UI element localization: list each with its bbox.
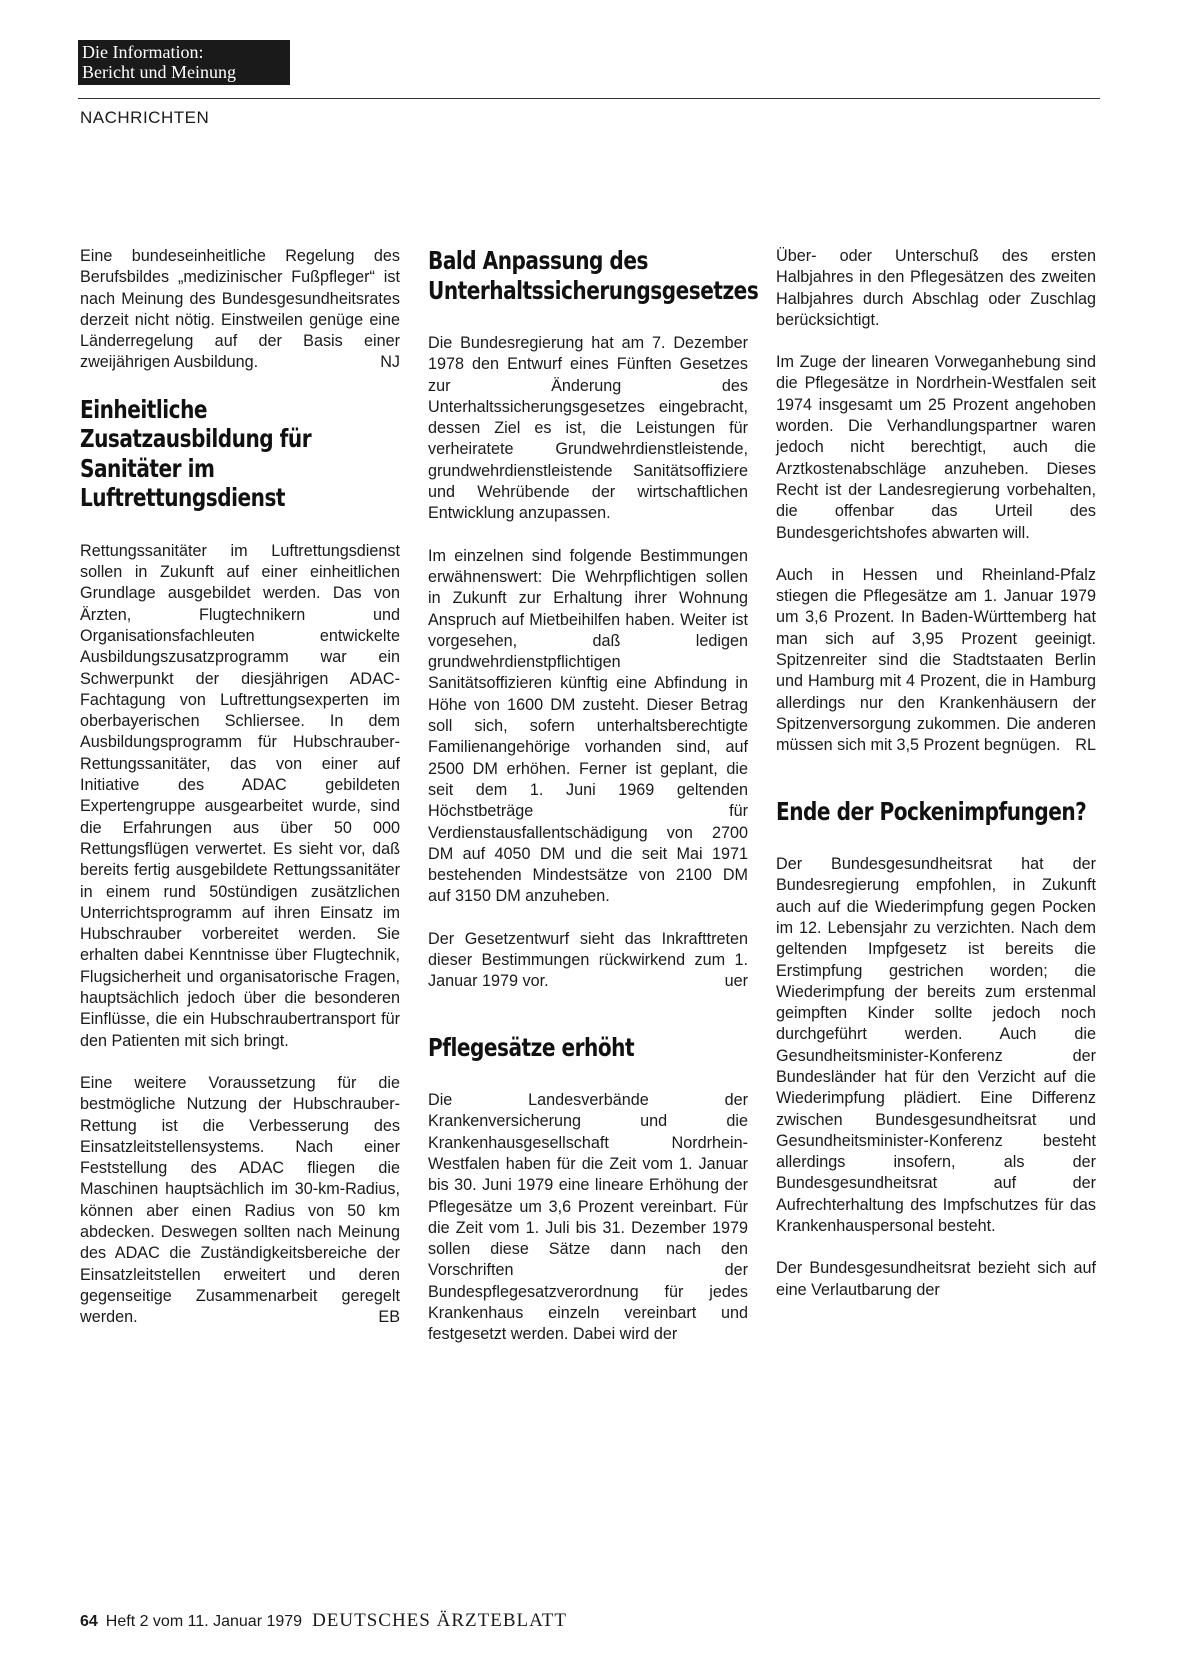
header-line-1: Die Information: bbox=[82, 42, 204, 62]
headline-pflegesaetze: Pflegesätze erhöht bbox=[428, 1032, 635, 1062]
paragraph bbox=[80, 1073, 400, 1329]
paragraph-text: Der Gesetzentwurf sieht das Inkrafttreten dieser Bestimmungen rückwirkend zum 1. Januar 1979 vor. bbox=[428, 929, 748, 991]
paragraph: Im einzelnen sind folgende Bestimmungen erwähnenswert: Die Wehrpflichtigen sollen in Zukunft zur Erhaltung ihrer Wohnung Anspruch auf Mietbeihilfen haben. Weiter ist vorgesehen, daß ledigen grundwehrdienstpflichtigen Sanitätsoffizieren künftig eine Abfindung in Höhe von 1600 DM zusteht. Dieser Betrag soll sich, sofern unterhaltsberechtigte Familienangehörige vorhanden sind, auf 2500 DM erhöhen. Ferner ist geplant, die seit dem 1. Juni 1969 geltenden Höchstbeträge für Verdienstausfallentschädigung von 2700 DM auf 4050 DM und die seit Mai 1971 bestehenden Mindestsätze von 2100 DM auf 3150 DM anzuheben. bbox=[428, 546, 748, 906]
author-signature: NJ bbox=[380, 353, 400, 372]
paragraph bbox=[428, 929, 748, 993]
author-signature: RL bbox=[1075, 736, 1096, 755]
section-header-box bbox=[78, 40, 290, 85]
paragraph: Über- oder Unterschuß des ersten Halbjahres in den Pflegesätzen des zweiten Halbjahres durch Abschlag oder Zuschlag berücksichtigt. bbox=[776, 247, 1096, 329]
column-3 bbox=[776, 246, 1096, 1322]
issue-info: Heft 2 vom 11. Januar 1979 bbox=[105, 1613, 303, 1630]
paragraph-text: Eine weitere Voraussetzung für die bestmögliche Nutzung der Hubschrauber-Rettung ist die Verbesserung des Einsatzleitstellensystems. Nach einer Feststellung des ADAC fliegen die Maschinen hauptsächlich im 30-km-Radius, können aber einen Radius von 50 km abdecken. Deswegen sollten nach Meinung des ADAC die Zuständigkeitsbereiche der Einsatzleitstellen erweitert und deren gegenseitige Zusammenarbeit geregelt werden. bbox=[80, 1073, 400, 1327]
header-rule bbox=[78, 98, 1100, 99]
page-footer bbox=[80, 1610, 567, 1632]
paragraph-text: Auch in Hessen und Rheinland-Pfalz stiegen die Pflegesätze am 1. Januar 1979 um 3,6 Prozent. In Baden-Württemberg hat man sich auf 3,95 Prozent geeinigt. Spitzenreiter sind die Stadtstaaten Berlin und Hamburg mit 4 Prozent, die in Hamburg allerdings nur den Krankenhäusern der Spitzenversorgung zukommen. Die anderen müssen sich mit 3,5 Prozent begnügen. bbox=[776, 565, 1096, 755]
paragraph-text: Eine bundeseinheitliche Regelung des Berufsbildes „medizinischer Fußpfleger“ ist nach Meinung des Bundesgesundheitsrates derzeit nicht nötig. Einstweilen genüge eine Länderregelung auf der Basis einer zweijährigen Ausbildung. bbox=[80, 247, 400, 372]
paragraph: Der Bundesgesundheitsrat hat der Bundesregierung empfohlen, in Zukunft auch auf die Wiederimpfung gegen Pocken im 12. Lebensjahr zu verzichten. Nach dem geltenden Impfgesetz ist bereits die Erstimpfung gestrichen worden; die Wiederimpfung der bereits zum erstenmal geimpften Kinder sollte jedoch noch durchgeführt werden. Auch die Gesundheitsminister-Konferenz der Bundesländer hat für den Verzicht auf die Wiederimpfung plädiert. Eine Differenz zwischen Bundesgesundheitsrat und Gesundheitsminister-Konferenz besteht allerdings insofern, als der Bundesgesundheitsrat auf der Aufrechterhaltung des Impfschutzes für das Krankenhauspersonal besteht. bbox=[776, 855, 1096, 1236]
paragraph: Rettungssanitäter im Luftrettungsdienst sollen in Zukunft auf einer einheitlichen Grundlage ausgebildet werden. Das von Ärzten, Flugtechnikern und Organisationsfachleuten entwickelte Ausbildungszusatzprogramm war ein Schwerpunkt der diesjährigen ADAC-Fachtagung von Luftrettungsexperten im oberbayerischen Schliersee. In dem Ausbildungsprogramm für Hubschrauber-Rettungssanitäter, das von einer auf Initiative des ADAC gebildeten Expertengruppe ausgearbeitet wurde, sind die Erfahrungen aus über 50 000 Rettungsflügen verwertet. Es sieht vor, daß bereits fertig ausgebildete Rettungssanitäter in einem rund 50stündigen zusätzlichen Unterrichtsprogramm auf ihren Einsatz im Hubschrauber vorbereitet werden. Sie erhalten dabei Kenntnisse über Flugtechnik, Flugsicherheit und organisatorische Fragen, hauptsächlich jedoch über die besonderen Einflüsse, die ein Hubschraubertransport für den Patienten mit sich bringt. bbox=[80, 541, 400, 1050]
paragraph bbox=[776, 565, 1096, 757]
headline-zusatzausbildung: Einheitliche Zusatzausbildung für Sanitäter im Luftrettungsdienst bbox=[80, 394, 312, 513]
paragraph: Im Zuge der linearen Vorweganhebung sind die Pflegesätze in Nordrhein-Westfalen seit 1974 insgesamt um 25 Prozent angehoben worden. Die Verhandlungspartner waren jedoch nicht berechtigt, auch die Arztkostenabschläge anzuheben. Dieses Recht ist der Landesregierung vorbehalten, die offenbar das Urteil des Bundesgerichtshofes abwarten will. bbox=[776, 353, 1096, 542]
column-1 bbox=[80, 246, 400, 1349]
section-label: NACHRICHTEN bbox=[80, 108, 210, 127]
page-number: 64 bbox=[80, 1613, 98, 1630]
author-signature: uer bbox=[724, 972, 748, 991]
author-signature: EB bbox=[378, 1308, 400, 1327]
article-fusspfleger bbox=[80, 246, 400, 374]
headline-unterhaltssicherung: Bald Anpassung des Unterhaltssicherungsgesetzes bbox=[428, 246, 759, 305]
header-line-2: Bericht und Meinung bbox=[82, 62, 236, 82]
journal-name: DEUTSCHES ÄRZTEBLATT bbox=[312, 1610, 567, 1631]
paragraph: Der Bundesgesundheitsrat bezieht sich auf eine Verlautbarung der bbox=[776, 1259, 1096, 1299]
paragraph: Die Bundesregierung hat am 7. Dezember 1978 den Entwurf eines Fünften Gesetzes zur Änderung des Unterhaltssicherungsgesetzes eingebracht, dessen Ziel es ist, die Leistungen für verheiratete Grundwehrdienstleistende, grundwehrdienstleistende Sanitätsoffiziere und Wehrübende der wirtschaftlichen Entwicklung anzupassen. bbox=[428, 334, 748, 523]
headline-pockenimpfungen: Ende der Pockenimpfungen? bbox=[776, 796, 1087, 826]
paragraph: Die Landesverbände der Krankenversicherung und die Krankenhausgesellschaft Nordrhein-Westfalen haben für die Zeit vom 1. Januar bis 30. Juni 1979 eine lineare Erhöhung der Pflegesätze um 3,6 Prozent vereinbart. Für die Zeit vom 1. Juli bis 31. Dezember 1979 sollen diese Sätze dann nach den Vorschriften der Bundespflegesatzverordnung für jedes Krankenhaus einzeln vereinbart und festgesetzt werden. Dabei wird der bbox=[428, 1091, 748, 1344]
column-2 bbox=[428, 246, 759, 1367]
